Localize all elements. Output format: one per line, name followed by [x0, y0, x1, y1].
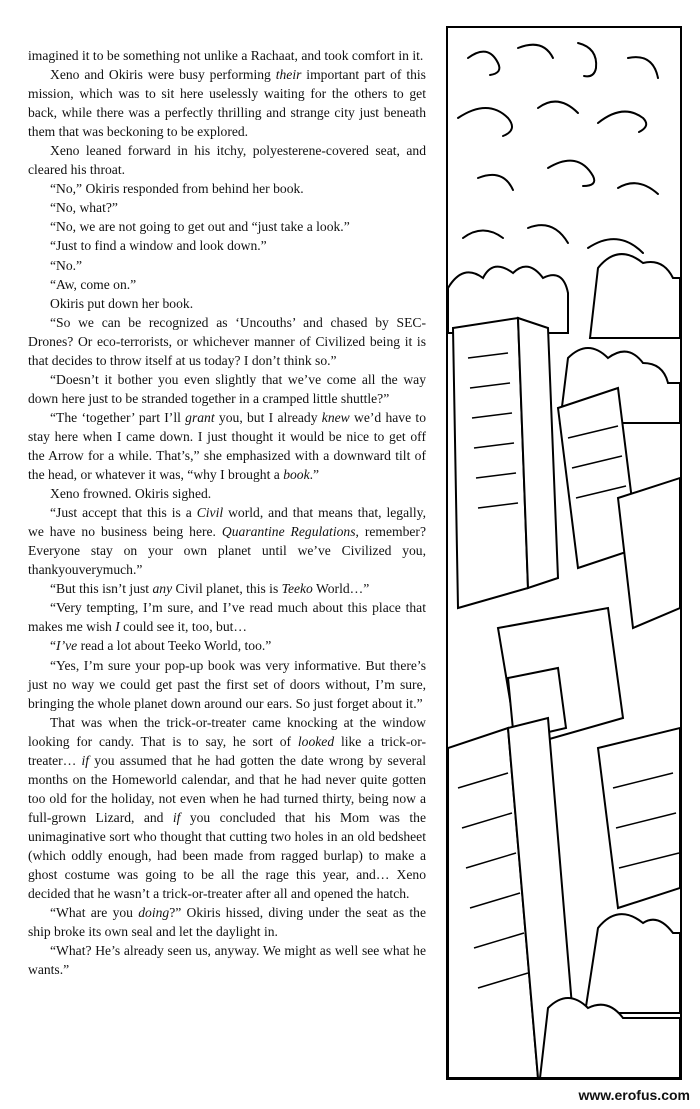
text-run: “No, we are not going to get out and “just take a look.”	[50, 219, 350, 235]
text-run: world, and that means that, legally, we have no business being here.	[28, 505, 426, 540]
paragraph	[28, 598, 426, 636]
text-run: ?” Okiris hissed, diving under the seat as the ship broke its own seal and let the daylight in.	[28, 905, 426, 940]
paragraph	[28, 198, 426, 217]
text-run: Civil planet, this is	[172, 581, 282, 597]
paragraph	[28, 294, 426, 313]
text-run: you, but I already	[214, 409, 322, 425]
text-run: imagined it to be something not unlike a Rachaat, and took comfort in it.	[28, 48, 424, 63]
paragraph	[28, 713, 426, 903]
paragraph	[28, 370, 426, 408]
text-run: “Doesn’t it bother you even slightly that we’ve come all the way down here just to be stranded together in a cramped little shuttle?”	[28, 371, 426, 406]
italic-text: I’ve	[56, 638, 78, 654]
italic-text: looked	[297, 733, 335, 749]
paragraph	[28, 236, 426, 255]
text-run: you assumed that he had gotten the date wrong by several months on the Homeworld calendar, and that he had never quite gotten too old for the holiday, not even when he had turned thirty, being now a full-grown Lizard, and	[28, 752, 427, 825]
text-run: Xeno and Okiris were busy performing	[50, 67, 276, 83]
italic-text: Teeko	[281, 581, 313, 597]
paragraph	[28, 46, 426, 65]
italic-text: any	[152, 581, 173, 597]
italic-text: Civil	[196, 505, 224, 521]
text-run: That was when the trick-or-treater came knocking at the window looking for candy. That is to say, he sort of	[28, 714, 426, 749]
paragraph	[28, 941, 426, 979]
paragraph	[28, 503, 426, 579]
italic-text: knew	[321, 409, 350, 425]
text-run: “	[50, 638, 57, 654]
text-run: could see it, too, but…	[119, 619, 247, 635]
paragraph	[28, 313, 426, 370]
paragraph	[28, 141, 426, 179]
text-run: “Just accept that this is a	[50, 505, 197, 521]
text-run: like a trick-or-treater…	[28, 733, 426, 768]
text-run: “The ‘together’ part I’ll	[50, 409, 186, 425]
text-run: “What? He’s already seen us, anyway. We might as well see what he wants.”	[28, 943, 426, 978]
italic-text: if	[81, 752, 90, 768]
paragraph	[28, 903, 426, 941]
paragraph	[28, 217, 426, 236]
text-run: “Just to find a window and look down.”	[50, 238, 267, 254]
italic-text: if	[172, 809, 181, 825]
text-run: “So we can be recognized as ‘Uncouths’ and chased by SEC-Drones? Or eco-terrorists, or whichever manner of Civilized being it is that decides to throw itself at us today? I don’t think so.”	[28, 314, 426, 368]
paragraph	[28, 65, 426, 141]
text-run: , remember? Everyone stay on your own planet until we’ve Civilized you, thankyouverymuch.”	[28, 524, 426, 578]
italic-text: book	[283, 467, 310, 483]
paragraph	[28, 275, 426, 294]
italic-text: their	[275, 67, 302, 83]
text-run: important part of this mission, which was to sit here uselessly waiting for the others to get back, while there was a perfectly thrilling and strange city just beneath them that was beckoning to be explored.	[28, 67, 426, 140]
text-run: .”	[309, 467, 320, 483]
italic-text: doing	[138, 905, 170, 921]
italic-text: Quarantine Regulations	[221, 524, 356, 540]
paragraph	[28, 636, 426, 655]
text-run: “Aw, come on.”	[50, 276, 137, 292]
text-run: Okiris put down her book.	[50, 295, 194, 311]
watermark-text: www.erofus.com	[578, 1087, 690, 1103]
text-run: “Yes, I’m sure your pop-up book was very informative. But there’s just no way we could get past the first set of doors without, I’m sure, bringing the whole planet down around our ears. So just forget about it.”	[28, 657, 426, 711]
text-run: you concluded that his Mom was the unimaginative sort who thought that cutting two holes in an old bedsheet (which oddly enough, had been made from ragged burlap) to make a ghost costume was going to be all the rage this year, and… Xeno decided that he wasn’t a trick-or-treater after all and opened the hatch.	[28, 809, 426, 902]
text-run: “What are you	[50, 905, 139, 921]
text-run: Xeno frowned. Okiris sighed.	[50, 486, 212, 502]
text-run: we’d have to stay here when I came down. I just thought it would be nice to get off the Arrow for a while. That’s,” she emphasized with a downward tilt of the head, or whatever it was, “why I brought a	[28, 409, 426, 483]
paragraph	[28, 179, 426, 198]
text-run: “No.”	[50, 257, 83, 273]
paragraph	[28, 256, 426, 275]
text-run: “No, what?”	[50, 200, 118, 216]
illustration-panel	[446, 26, 682, 1080]
text-run: “Very tempting, I’m sure, and I’ve read much about this place that makes me wish	[28, 600, 426, 635]
text-run: Xeno leaned forward in his itchy, polyesterene-covered seat, and cleared his throat.	[28, 143, 426, 178]
paragraph	[28, 579, 426, 598]
text-run: “No,” Okiris responded from behind her book.	[50, 181, 304, 197]
paragraph	[28, 484, 426, 503]
italic-text: I	[115, 619, 120, 635]
story-text	[28, 46, 426, 979]
text-run: World…”	[312, 581, 370, 597]
paragraph	[28, 408, 426, 484]
italic-text: grant	[185, 409, 215, 425]
text-run: “But this isn’t just	[50, 581, 153, 597]
text-run: read a lot about Teeko World, too.”	[77, 638, 272, 654]
paragraph	[28, 656, 426, 713]
city-clouds-illustration	[448, 28, 680, 1078]
